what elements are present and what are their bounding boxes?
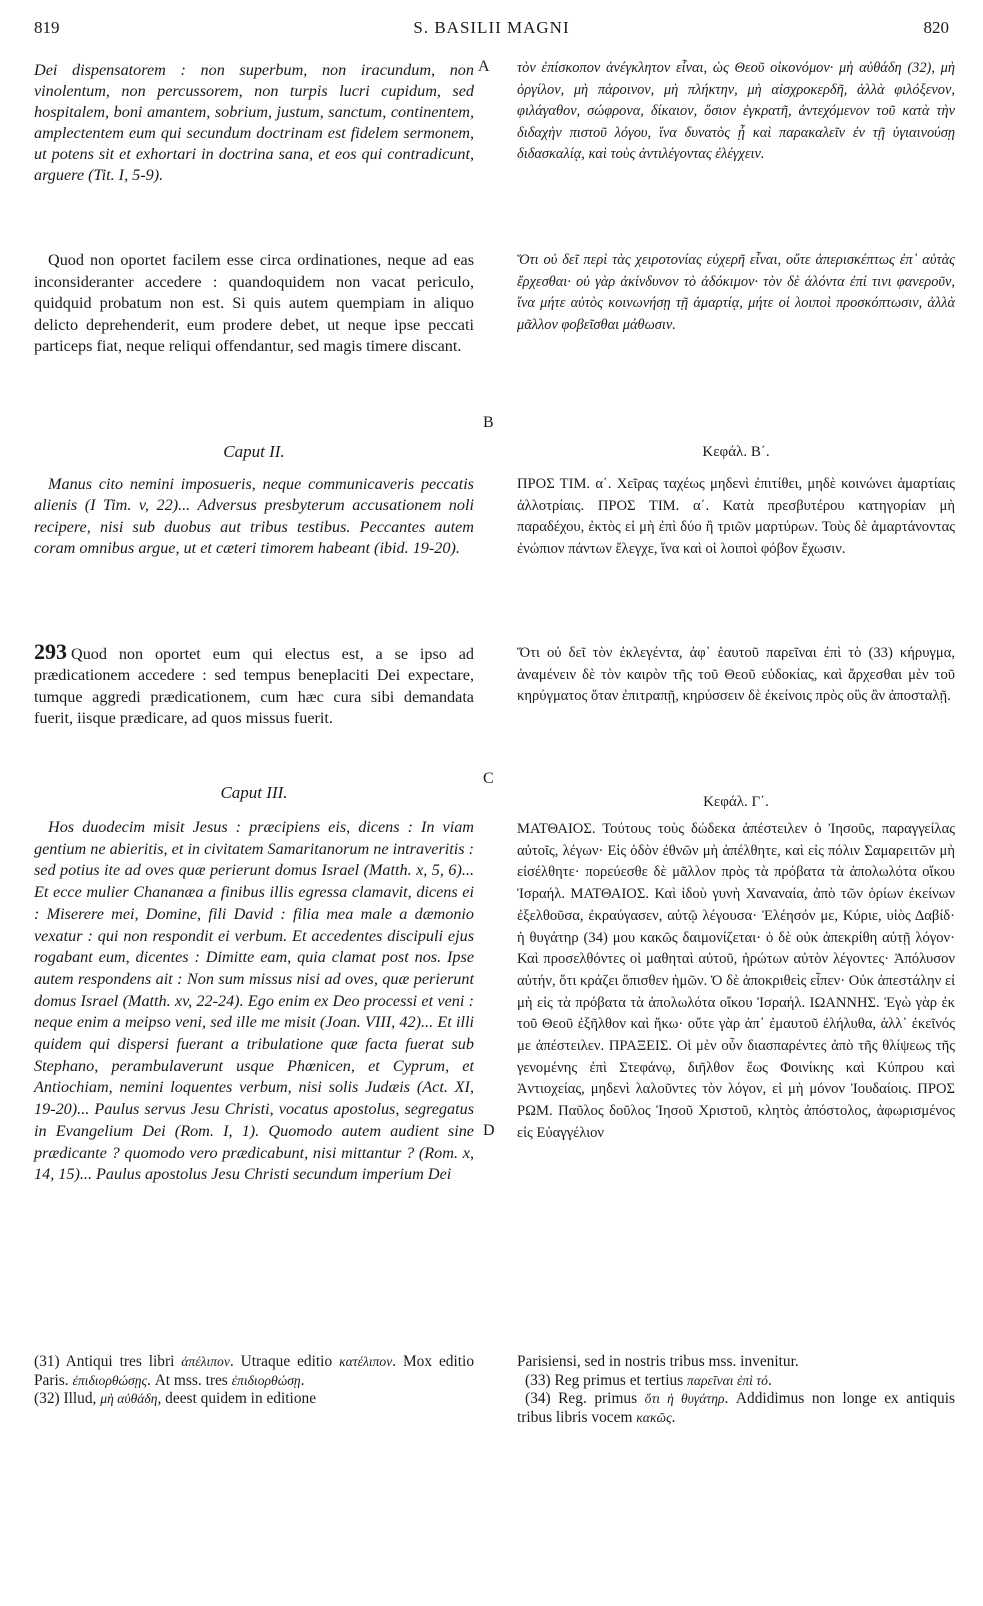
greek-para2-block (517, 474, 955, 560)
latin-intro-text: Dei dispensatorem : non superbum, non iracundum, non vinolentum, non percussorem, non turpis lucri cupidum, sed hospitalem, boni amantem, sobrium, justum, sanctum, continentem, amplectentem eum qui secundum doctrinam est fidelem sermonem, ut potens sit et exhortari in doctrina sana, et eos qui contradicunt, arguere (Tit. I, 5-9). (34, 61, 474, 184)
footnote-31-text-c: . Mox editio Paris. (34, 1353, 475, 1389)
latin-para2-text: Manus cito nemini imposueris, neque communicaveris peccatis alienis (I Tim. v, 22)... Adversus presbyterum accusationem noli recipere, nisi sub duobus aut tribus testibus. Peccantes autem coram omnibus argue, ut et cæteri timorem habeant (ibid. 19-20). (34, 475, 474, 558)
greek-kephal-2-heading: Κεφάλ. Β΄. (702, 444, 770, 460)
footnote-31-greek-4: ἐπιδιορθώσῃ (231, 1372, 301, 1388)
margin-marker-a: A (478, 58, 490, 75)
latin-para3 (34, 641, 474, 730)
footnote-33-greek: παρεῖναι ἐπὶ τό (687, 1372, 768, 1388)
latin-caput3-block (34, 783, 474, 803)
footnote-34: (34) Reg. primus ὅτι ἡ θυγάτηρ. Addidimus non longe ex antiquis tribus libris vocem κακῶς. (517, 1390, 955, 1426)
footnote-31-text-b: . Utraque editio (229, 1353, 333, 1370)
greek-para1-block (517, 250, 955, 336)
footnote-34-text-a: (34) Reg. primus (525, 1390, 638, 1408)
footnote-31-greek-2: κατέλιπον (339, 1354, 393, 1369)
latin-para4-block (34, 817, 474, 1186)
greek-para3-text: Ὅτι οὐ δεῖ τὸν ἐκλεγέντα, ἀφ᾽ ἑαυτοῦ παρεῖναι ἐπὶ τὸ (33) κήρυγμα, ἀναμένειν δὲ τὸν καιρὸν τῆς τοῦ Θεοῦ εὐδοκίας, καὶ ἄρχεσθαι μὲν τοῦ κηρύγματος ὅταν ἐπιτραπῇ, κηρύσσειν δὲ ἐκείνοις πρὸς οὓς ἂν ἀποσταλῇ. (517, 645, 955, 705)
greek-intro-text: τὸν ἐπίσκοπον ἀνέγκλητον εἶναι, ὡς Θεοῦ οἰκονόμον· μὴ αὐθάδη (32), μὴ ὀργίλον, μὴ πάροινον, μὴ πλήκτην, μὴ αἰσχροκερδῆ, ἀλλὰ φιλόξενον, φιλάγαθον, σώφρονα, δίκαιον, ὅσιον ἐγκρατῆ, ἀντεχόμενον τοῦ κατὰ τὴν διδαχὴν πιστοῦ λόγου, ἵνα δυνατὸς ᾖ καὶ παρακαλεῖν ἐν τῇ ὑγιαινούσῃ διδασκαλίᾳ, καὶ τοὺς ἀντιλέγοντας ἐλέγχειν. (517, 60, 955, 163)
footnote-34-text-b: . Addidimus non longe ex antiquis tribus libris vocem (517, 1390, 955, 1426)
latin-caput-2-heading: Caput II. (223, 442, 285, 461)
greek-para2-text: ΠΡΟΣ ΤΙΜ. α΄. Χεῖρας ταχέως μηδενὶ ἐπιτίθει, μηδὲ κοινώνει ἁμαρτίαις ἀλλοτρίαις. ΠΡΟΣ ΤΙΜ. α΄. Κατὰ πρεσβυτέρου κατηγορίαν μὴ παραδέχου, ἐκτὸς εἰ μὴ ἐπὶ δύο ἢ τριῶν μαρτύρων. Τοὺς δὲ ἁμαρτάνοντας ἐνώπιον πάντων ἔλεγχε, ἵνα καὶ οἱ λοιποὶ φόβον ἔχωσιν. (517, 476, 955, 557)
footnotes-right (517, 1353, 955, 1427)
margin-marker-d: D (483, 1122, 495, 1139)
footnote-31: (31) Antiqui tres libri ἀπέλιπον. Utraque editio κατέλιπον. Mox editio Paris. ἐπιδιορθώσῃς. At mss. tres ἐπιδιορθώσῃ. (34, 1353, 475, 1389)
footnote-31-greek-1: ἀπέλιπον (181, 1354, 230, 1369)
footnote-33: (33) Reg primus et tertius παρεῖναι ἐπὶ τό. (525, 1371, 772, 1389)
footnote-32 (34, 1390, 474, 1409)
footnote-32-greek: μὴ αὐθάδη (100, 1391, 158, 1407)
footnote-31-text-a: (31) Antiqui tres libri (34, 1353, 175, 1370)
latin-para2-block (34, 474, 474, 560)
footnote-32-text-a: (32) Illud, (34, 1390, 97, 1408)
page-header (30, 18, 953, 40)
margin-marker-c: C (483, 770, 494, 787)
footnote-33-text: (33) Reg primus et tertius (525, 1371, 684, 1389)
greek-para4-text: ΜΑΤΘΑΙΟΣ. Τούτους τοὺς δώδεκα ἀπέστειλεν ὁ Ἰησοῦς, παραγγείλας αὐτοῖς, λέγων· Εἰς ὁδὸν ἐθνῶν μὴ ἀπέλθητε, καὶ εἰς πόλιν Σαμαρειτῶν μὴ εἰσέλθητε· πορεύεσθε δὲ μᾶλλον πρὸς τὰ πρόβατα τὰ ἀπολωλότα οἴκου Ἰσραήλ. ΜΑΤΘΑΙΟΣ. Καὶ ἰδοὺ γυνὴ Χαναναία, ἀπὸ τῶν ὁρίων ἐκείνων ἐξελθοῦσα, ἐκραύγασεν, αὐτῷ λέγουσα· Ἐλέησόν με, Κύριε, υἱὸς Δαβίδ· ἡ θυγάτηρ (34) μου κακῶς δαιμονίζεται· ὁ δὲ οὐκ ἀπεκρίθη αὐτῇ λόγον· Καὶ προσελθόντες οἱ μαθηταὶ αὐτοῦ, ἠρώτων αὐτὸν λέγοντες· Ἀπόλυσον αὐτήν, ὅτι κράζει ὄπισθεν ἡμῶν. Ὁ δὲ ἀποκριθεὶς εἶπεν· Οὐκ ἀπεστάλην εἰ μὴ εἰς τὰ πρόβατα τὰ ἀπολωλότα οἴκου Ἰσραήλ. ΙΩΑΝΝΗΣ. Ἐγὼ γὰρ ἐκ τοῦ Θεοῦ ἐξῆλθον καὶ ἥκω· οὔτε γὰρ ἀπ᾽ ἐμαυτοῦ ἐλήλυθα, ἀλλ᾽ ἐκεῖνός με ἀπέστειλεν. ΠΡΑΞΕΙΣ. Οἱ μὲν οὖν διασπαρέντες ἀπὸ τῆς θλίψεως τῆς γενομένης ἐπὶ Στεφάνῳ, διῆλθον ἕως Φοινίκης καὶ Κύπρου καὶ Ἀντιοχείας, μηδενὶ λαλοῦντες τὸν λόγον, εἰ μὴ μόνον Ἰουδαίοις. ΠΡΟΣ ΡΩΜ. Παῦλος δοῦλος Ἰησοῦ Χριστοῦ, κλητὸς ἀπόστολος, ἀφωρισμένος εἰς Εὐαγγέλιον (517, 821, 955, 1141)
latin-para4-text: Hos duodecim misit Jesus : præcipiens eis, dicens : In viam gentium ne abieritis, et in civitatem Samaritanorum ne intraveritis : sed potius ite ad oves quæ perierunt domus Israel (Matth. x, 5, 6)... Et ecce mulier Chananæa a finibus illis egressa clamavit, dicens ei : Miserere mei, Domine, fili David : filia mea male a dæmonio vexatur : qui non respondit ei verbum. Et accedentes discipuli ejus rogabant eum, dicentes : Dimitte eam, quia clamat post nos. Ipse autem respondens ait : Non sum missus nisi ad oves, quæ perierunt domus Israel (Matth. xv, 22-24). Ego enim ex Deo processi et veni : neque enim a meipso veni, sed ille me misit (Joan. VIII, 42)... Et illi quidem qui dispersi fuerant a tribulatione quæ facta fuerat sub Stephano, perambulaverunt usque Phœnicen, et Cyprum, et Antiochiam, nemini loquentes verbum, nisi solis Judæis (Act. XI, 19-20)... Paulus servus Jesu Christi, vocatus apostolus, segregatus in Evangelium Dei (Rom. I, 1). Quomodo autem audient sine prædicante ? quomodo vero prædicabunt, nisi mittantur ? (Rom. x, 14, 15)... Paulus apostolus Jesu Christi secundum imperium Dei (34, 818, 474, 1184)
greek-intro-block (517, 58, 955, 166)
footnote-34-greek-2: κακῶς (636, 1409, 672, 1425)
footnote-31-greek-3: ἐπιδιορθώσῃς (72, 1372, 147, 1388)
footnote-32-text-b: , deest quidem in editione (157, 1390, 317, 1408)
page-number-left: 819 (34, 18, 60, 37)
latin-caput2-block (34, 442, 474, 462)
footnote-32-continued: Parisiensi, sed in nostris tribus mss. invenitur. (517, 1353, 799, 1370)
section-number-293: 293 (34, 639, 67, 664)
latin-para3-block (34, 641, 474, 730)
running-title: S. BASILII MAGNI (413, 18, 570, 37)
latin-para1-block (34, 250, 474, 358)
greek-para3-block (517, 643, 955, 708)
margin-marker-b: B (483, 414, 494, 431)
greek-kephal2-block (517, 444, 955, 461)
latin-intro-block (34, 60, 474, 186)
latin-para3-text: Quod non oportet eum qui electus est, a se ipso ad prædicationem accedere : sed tempus beneplaciti Dei expectare, tumque aggredi prædicationem, cum hæc cura sibi demandata fuerit, iisque prædicare, ad quos missus fuerit. (34, 645, 474, 728)
footnote-31-text-d: . At mss. tres (147, 1371, 228, 1389)
latin-caput-3-heading: Caput III. (220, 783, 288, 802)
footnote-34-greek-1: ὅτι ἡ θυγάτηρ (644, 1391, 725, 1407)
greek-para1-text: Ὅτι οὐ δεῖ περὶ τὰς χειροτονίας εὐχερῆ εἶναι, οὔτε ἀπερισκέπτως ἐπ᾽ αὐτὰς ἔρχεσθαι· οὐ γὰρ ἀκίνδυνον τὸ ἀδόκιμον· τὸν δὲ ἁλόντα ἐπί τινι φανεροῦν, ἵνα μήτε αὐτὸς κοινωνήσῃ τῇ ἁμαρτίᾳ, μήτε οἱ λοιποὶ προσκόπτωσιν, ἀλλὰ μᾶλλον φοβεῖσθαι μάθωσιν. (517, 252, 955, 333)
greek-kephal-3-heading: Κεφάλ. Γ΄. (703, 794, 769, 810)
greek-para4-block (517, 819, 955, 1145)
footnotes-left (34, 1353, 474, 1409)
page-number-right: 820 (923, 18, 949, 37)
greek-kephal3-block (517, 794, 955, 811)
latin-para1-text: Quod non oportet facilem esse circa ordinationes, neque ad eas inconsideranter accedere : quandoquidem non vacat periculo, quidquid probatum non est. Si quis autem quempiam in aliquo delicto deprehenderit, eum prodere debet, ut neque ipse peccati particeps fiat, neque reliqui offendantur, sed magis timere discant. (34, 251, 474, 356)
